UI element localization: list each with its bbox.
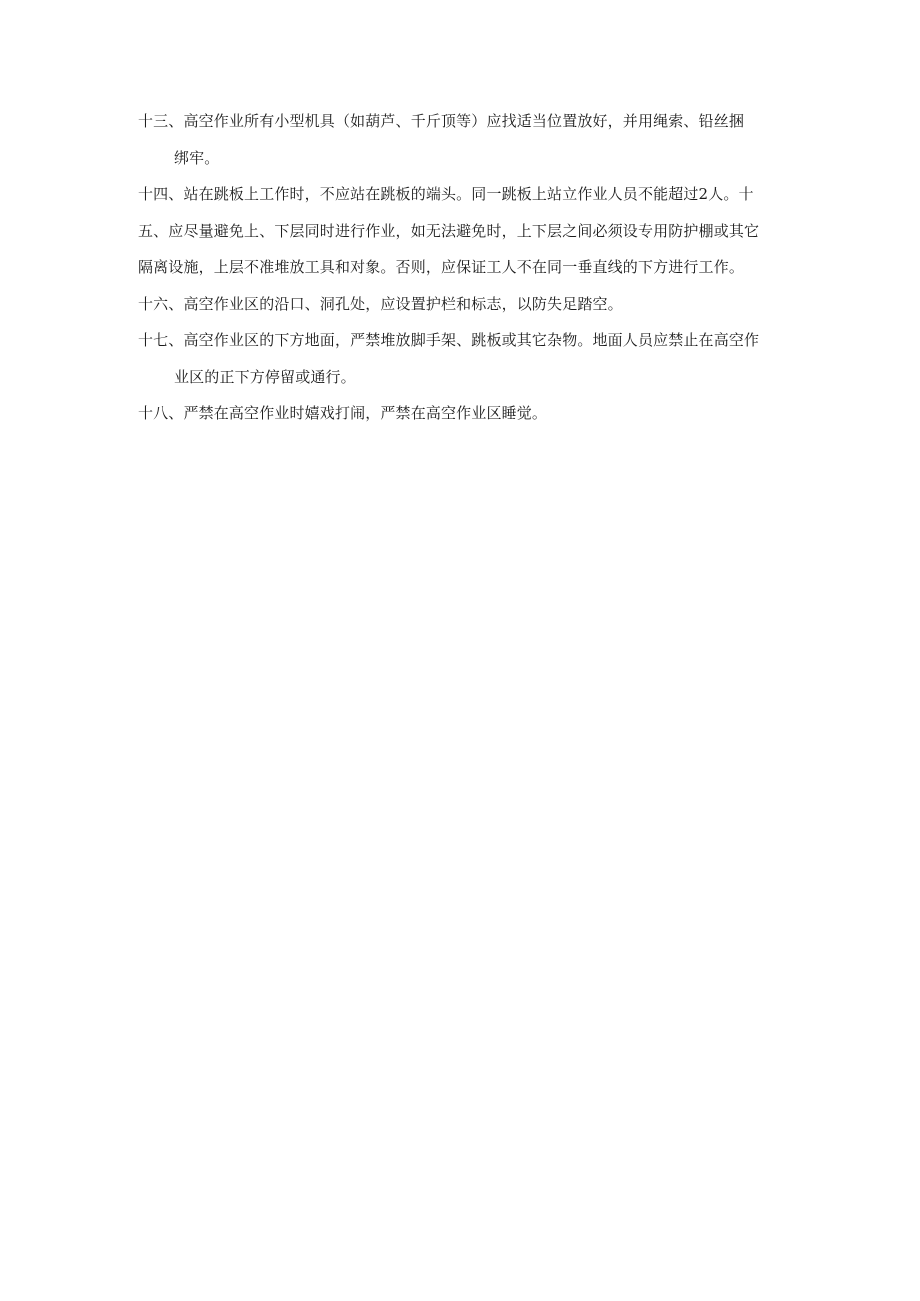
text-line-3: 十四、站在跳板上工作时，不应站在跳板的端头。同一跳板上站立作业人员不能超过2人。十: [138, 185, 754, 203]
text-line-2: 绑牢。: [174, 148, 220, 167]
text-line-8: 业区的正下方停留或通行。: [174, 367, 356, 386]
text-line-5: 隔离设施，上层不准堆放工具和对象。否则，应保证工人不在同一垂直线的下方进行工作。: [138, 258, 745, 276]
document-body: [138, 111, 778, 440]
text-line-4: 五、应尽量避免上、下层同时进行作业，如无法避免时，上下层之间必须设专用防护棚或其它: [138, 221, 760, 240]
text-line-6: 十六、高空作业区的沿口、洞孔处，应设置护栏和标志，以防失足踏空。: [138, 294, 623, 313]
text-line-7: 十七、高空作业区的下方地面，严禁堆放脚手架、跳板或其它杂物。地面人员应禁止在高空作: [138, 331, 760, 349]
text-line-1: 十三、高空作业所有小型机具（如葫芦、千斤顶等）应找适当位置放好，并用绳索、铅丝捆: [138, 112, 745, 130]
text-line-9: 十八、严禁在高空作业时嬉戏打闹，严禁在高空作业区睡觉。: [138, 404, 548, 422]
